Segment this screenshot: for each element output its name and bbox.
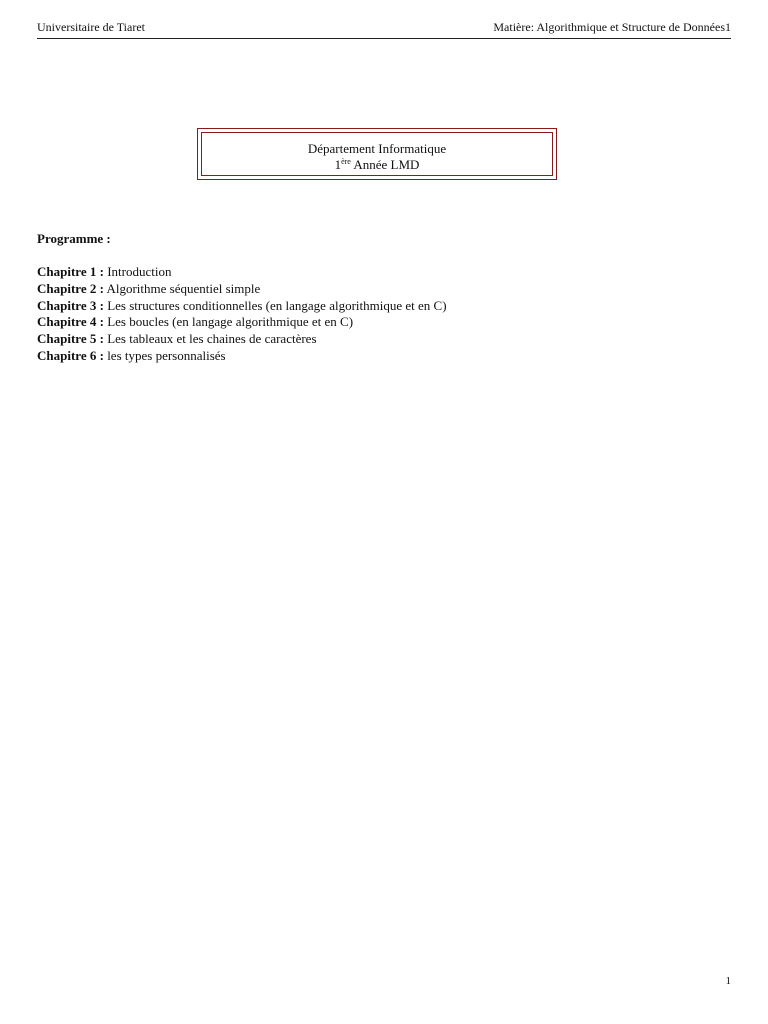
year-number: 1 [334, 157, 342, 172]
title-inner-frame [201, 132, 553, 176]
header-course: Matière: Algorithmique et Structure de Données1 [493, 20, 731, 34]
chapter-title: Introduction [103, 264, 172, 279]
chapter-label: Chapitre 3 : [37, 297, 104, 313]
page-number: 1 [725, 975, 731, 987]
program-heading: Programme : [37, 231, 111, 246]
year-label: Année LMD [350, 157, 420, 172]
chapter-item [37, 314, 447, 331]
running-header [37, 19, 731, 39]
chapter-item [37, 298, 447, 315]
chapter-title: Les boucles (en langage algorithmique et en C) [103, 314, 354, 330]
chapter-label: Chapitre 6 : [37, 347, 104, 363]
chapter-list [37, 264, 447, 365]
header-institution: Universitaire de Tiaret [37, 20, 145, 34]
chapter-title: Les tableaux et les chaines de caractères [103, 331, 317, 347]
department-title: Département Informatique [307, 141, 447, 156]
chapter-label: Chapitre 1 : [37, 264, 104, 279]
chapter-title: Les structures conditionnelles (en langage algorithmique et en C) [103, 297, 447, 313]
title-frame [197, 128, 557, 180]
chapter-label: Chapitre 4 : [37, 314, 104, 330]
chapter-item [37, 281, 447, 298]
chapter-label: Chapitre 5 : [37, 331, 104, 347]
year-superscript: ère [341, 157, 351, 166]
chapter-label: Chapitre 2 : [37, 280, 104, 296]
chapter-title: Algorithme séquentiel simple [103, 280, 261, 296]
chapter-item [37, 264, 447, 281]
chapter-title: les types personnalisés [103, 347, 226, 363]
year-title [202, 157, 552, 173]
chapter-item [37, 348, 447, 365]
chapter-item [37, 331, 447, 348]
